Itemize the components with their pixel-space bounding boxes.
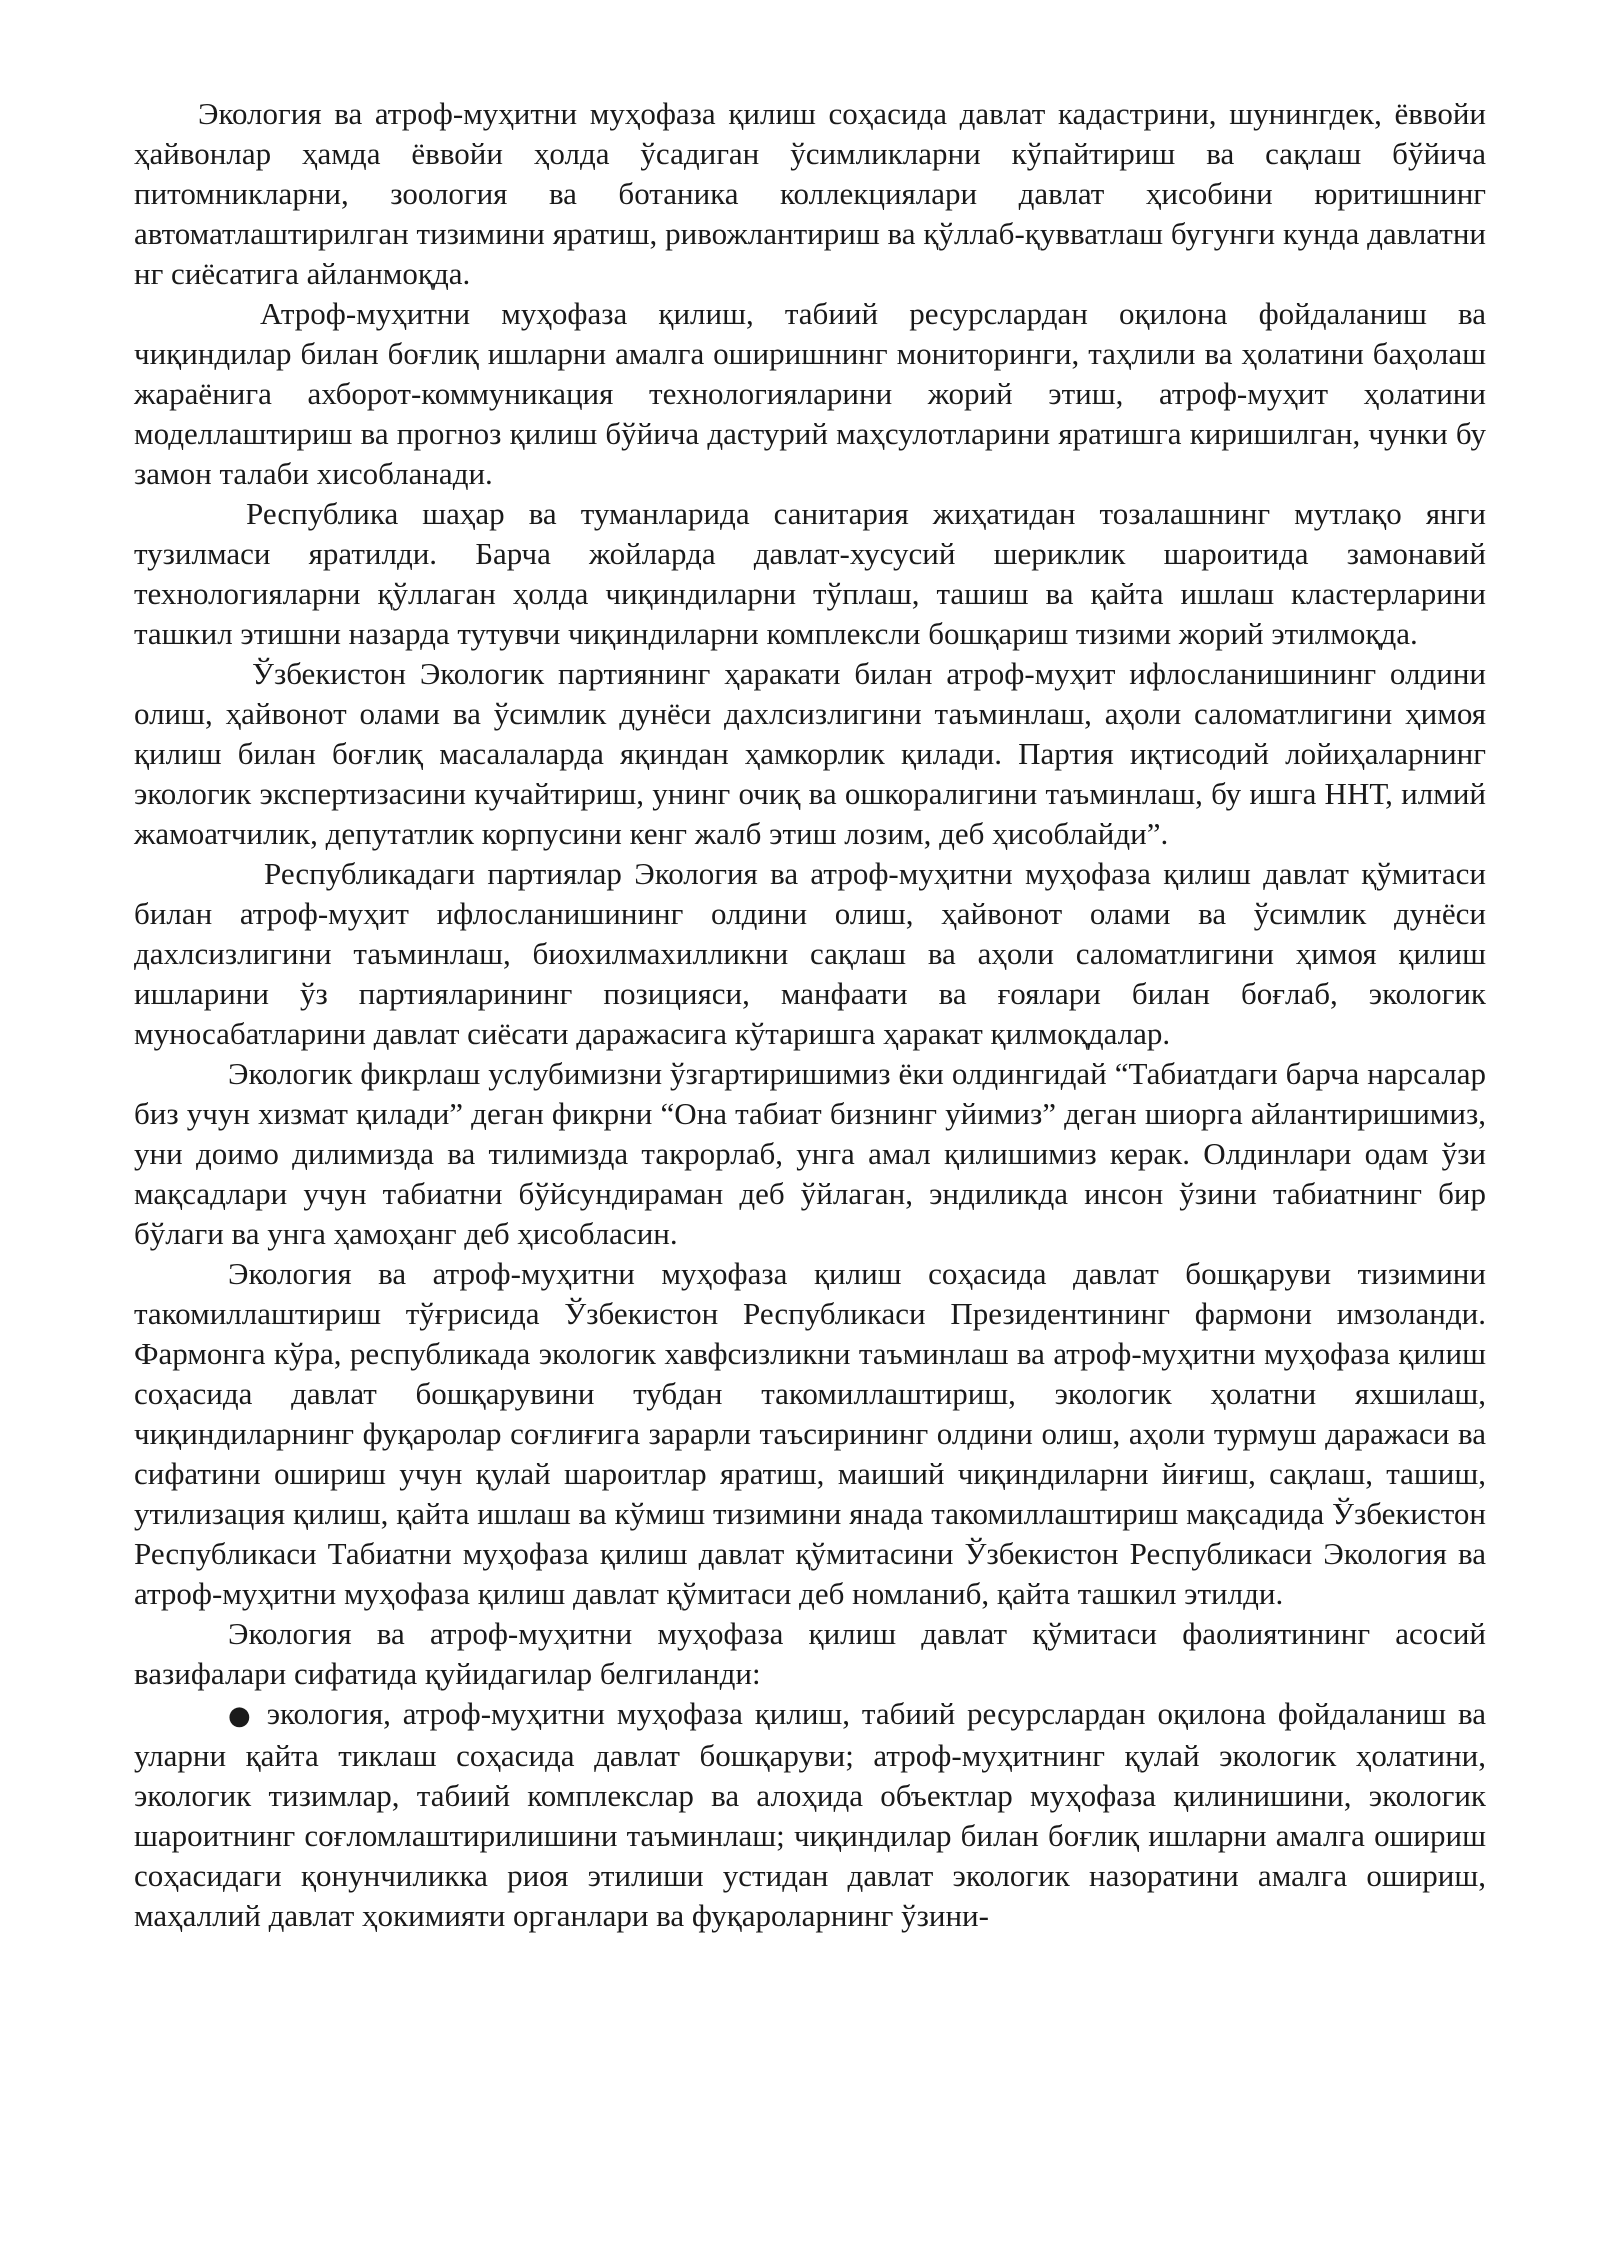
paragraph-2: Атроф-муҳитни муҳофаза қилиш, табиий ресурслардан оқилона фойдаланиш ва чиқиндилар билан боғлиқ ишларни амалга оширишнинг мониторинги, таҳлили ва ҳолатини баҳолаш жараёнига ахборот-коммуникация технологияларини жорий этиш, атроф-муҳит ҳолатини моделлаштириш ва прогноз қилиш бўйича дастурий маҳсулотларини яратишга киришилган, чунки бу замон талаби хисобланади. [134,296,1486,491]
paragraph-4: Ўзбекистон Экологик партиянинг ҳаракати билан атроф-муҳит ифлосланишининг олдини олиш, ҳайвонот олами ва ўсимлик дунёси дахлсизлигини таъминлаш, аҳоли саломатлигини ҳимоя қилиш билан боғлиқ масалаларда яқиндан ҳамкорлик қилади. Партия иқтисодий лойиҳаларнинг экологик экспертизасини кучайтириш, унинг очиқ ва ошкоралигини таъминлаш, бу ишга ННТ, илмий жамоатчилик, депутатлик корпусини кенг жалб этиш лозим, деб ҳисоблайди”. [134,656,1486,851]
document-page [134,94,1486,1936]
paragraph-5: Республикадаги партиялар Экология ва атроф-муҳитни муҳофаза қилиш давлат қўмитаси билан атроф-муҳит ифлосланишининг олдини олиш, ҳайвонот олами ва ўсимлик дунёси дахлсизлигини таъминлаш, биохилмахилликни сақлаш ва аҳоли саломатлигини ҳимоя қилиш ишларини ўз партияларининг позицияси, манфаати ва ғоялари билан боғлаб, экологик муносабатларини давлат сиёсати даражасига кўтаришга ҳаракат қилмоқдалар. [134,856,1486,1051]
bullet-paragraph [134,1694,1486,1936]
bullet-text: экология, атроф-муҳитни муҳофаза қилиш, табиий ресурслардан оқилона фойдаланиш ва уларни қайта тиклаш соҳасида давлат бошқаруви; атроф-муҳитнинг қулай экологик ҳолатини, экологик тизимлар, табиий комплекслар ва алоҳида объектлар муҳофаза қилинишини, экологик шароитнинг соғломлаштирилишини таъминлаш; чиқиндилар билан боғлиқ ишларни амалга ошириш соҳасидаги қонунчиликка риоя этилиши устидан давлат экологик назоратини амалга ошириш, маҳаллий давлат ҳокимияти органлари ва фуқароларнинг ўзини- [134,1696,1486,1933]
paragraph-1: Экология ва атроф-муҳитни муҳофаза қилиш соҳасида давлат кадастрини, шунингдек, ёввойи ҳайвонлар ҳамда ёввойи ҳолда ўсадиган ўсимликларни кўпайтириш ва сақлаш бўйича питомникларни, зоология ва ботаника коллекциялари давлат ҳисобини юритишнинг автоматлаштирилган тизимини яратиш, ривожлантириш ва қўллаб-қувватлаш бугунги кунда давлатни нг сиёсатига айланмоқда. [134,96,1486,291]
paragraph-7: Экология ва атроф-муҳитни муҳофаза қилиш соҳасида давлат бошқаруви тизимини такомиллаштириш тўғрисида Ўзбекистон Республикаси Президентининг фармони имзоланди. Фармонга кўра, республикада экологик хавфсизликни таъминлаш ва атроф-муҳитни муҳофаза қилиш соҳасида давлат бошқарувини тубдан такомиллаштириш, экологик ҳолатни яхшилаш, чиқиндиларнинг фуқаролар соғлиғига зарарли таъсирининг олдини олиш, аҳоли турмуш даражаси ва сифатини ошириш учун қулай шароитлар яратиш, маиший чиқиндиларни йиғиш, сақлаш, ташиш, утилизация қилиш, қайта ишлаш ва кўмиш тизимини янада такомиллаштириш мақсадида Ўзбекистон Республикаси Табиатни муҳофаза қилиш давлат қўмитасини Ўзбекистон Республикаси Экология ва атроф-муҳитни муҳофаза қилиш давлат қўмитаси деб номланиб, қайта ташкил этилди. [134,1256,1486,1611]
bullet-icon: ● [228,1701,255,1731]
paragraph-6: Экологик фикрлаш услубимизни ўзгартиришимиз ёки олдингидай “Табиатдаги барча нарсалар биз учун хизмат қилади” деган фикрни “Она табиат бизнинг уйимиз” деган шиорга айлантиришимиз, уни доимо дилимизда ва тилимизда такрорлаб, унга амал қилишимиз керак. Олдинлари одам ўзи мақсадлари учун табиатни бўйсундираман деб ўйлаган, эндиликда инсон ўзини табиатнинг бир бўлаги ва унга ҳамоҳанг деб ҳисобласин. [134,1056,1486,1251]
paragraph-8: Экология ва атроф-муҳитни муҳофаза қилиш давлат қўмитаси фаолиятининг асосий вазифалари сифатида қуйидагилар белгиланди: [134,1616,1486,1691]
paragraph-3: Республика шаҳар ва туманларида санитария жиҳатидан тозалашнинг мутлақо янги тузилмаси яратилди. Барча жойларда давлат-хусусий шериклик шароитида замонавий технологияларни қўллаган ҳолда чиқиндиларни тўплаш, ташиш ва қайта ишлаш кластерларини ташкил этишни назарда тутувчи чиқиндиларни комплексли бошқариш тизими жорий этилмоқда. [134,496,1486,651]
